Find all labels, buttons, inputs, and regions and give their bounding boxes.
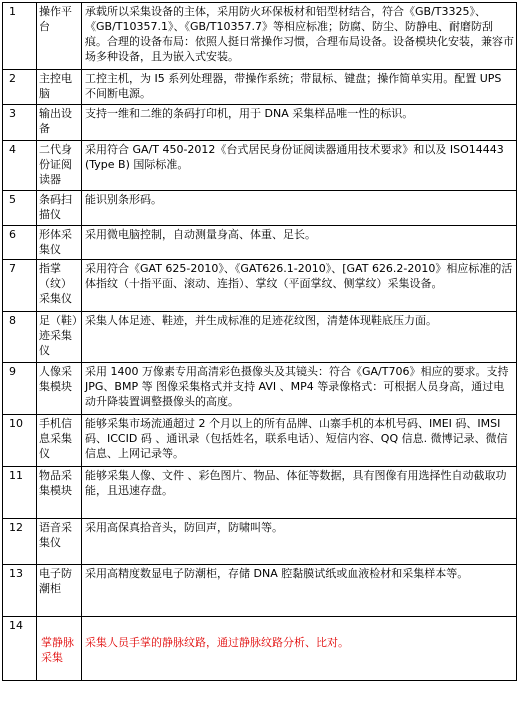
table-row: [3, 519, 517, 565]
row-number: 1: [3, 3, 37, 70]
row-number: 3: [3, 105, 37, 141]
device-name: 形体采集仪: [37, 226, 82, 260]
row-number: 10: [3, 415, 37, 467]
table-row: [3, 260, 517, 312]
device-name: 足（鞋）迹采集仪: [37, 312, 82, 363]
row-number: 13: [3, 565, 37, 617]
device-name: 主控电脑: [37, 70, 82, 105]
row-number: 5: [3, 191, 37, 226]
row-number: 2: [3, 70, 37, 105]
table-row: [3, 191, 517, 226]
row-number: 6: [3, 226, 37, 260]
table-row: [3, 363, 517, 415]
device-name: 输出设备: [37, 105, 82, 141]
device-description: 能够采集人像、文件 、彩色图片、物品、体征等数据，具有图像有用选择性自动截取功能，且迅速存盘。: [82, 467, 517, 519]
row-number: 4: [3, 141, 37, 191]
device-description: 采用符合 GA/T 450-2012《台式居民身份证阅读器通用技术要求》和以及 ISO14443 (Type B) 国际标准。: [82, 141, 517, 191]
device-description: 采用符合《GAT 625-2010》、《GAT626.1-2010》、[GAT 626.2-2010》相应标准的活体指纹（十指平面、滚动、连指）、掌纹（平面掌纹、侧掌纹）采集设备。: [82, 260, 517, 312]
table-row: [3, 312, 517, 363]
table-row: [3, 565, 517, 617]
device-description: 采集人员手掌的静脉纹路，通过静脉纹路分析、比对。: [82, 617, 517, 681]
device-name: 操作平台: [37, 3, 82, 70]
row-number: 12: [3, 519, 37, 565]
device-name: 手机信息采集仪: [37, 415, 82, 467]
row-number: 8: [3, 312, 37, 363]
row-number: 11: [3, 467, 37, 519]
table-row: [3, 415, 517, 467]
row-number: 7: [3, 260, 37, 312]
table-row: [3, 105, 517, 141]
device-description: 采用高保真拾音头，防回声，防啸叫等。: [82, 519, 517, 565]
device-description: 支持一维和二维的条码打印机，用于 DNA 采集样品唯一性的标识。: [82, 105, 517, 141]
device-description: 采用 1400 万像素专用高清彩色摄像头及其镜头：符合《GA/T706》相应的要求。支持 JPG、BMP 等 图像采集格式并支持 AVI 、MP4 等录像格式：可根据人员身高，通过电动升降装置调整摄像头的高度。: [82, 363, 517, 415]
device-description: 采用高精度数显电子防潮柜，存储 DNA 腔黏膜试纸或血液检材和采集样本等。: [82, 565, 517, 617]
spec-table: [2, 2, 517, 681]
device-description: 能够采集市场流通超过 2 个月以上的所有品牌、山寨手机的本机号码、IMEI 码、IMSI 码、ICCID 码 、通讯录（包括姓名，联系电话）、短信内容、QQ 信息. 微博记录、微信信息、上网记录等。: [82, 415, 517, 467]
device-name: 二代身份证阅读器: [37, 141, 82, 191]
device-name: 指掌（纹）采集仪: [37, 260, 82, 312]
device-description: 工控主机，为 I5 系列处理器，带操作系统；带鼠标、键盘；操作简单实用。配置 UPS 不间断电源。: [82, 70, 517, 105]
device-name: 物品采集模块: [37, 467, 82, 519]
device-name: 人像采集模块: [37, 363, 82, 415]
device-name: 电子防潮柜: [37, 565, 82, 617]
device-name: 条码扫描仪: [37, 191, 82, 226]
table-row: [3, 467, 517, 519]
table-row: [3, 70, 517, 105]
table-row: [3, 3, 517, 70]
row-number: 14: [3, 617, 37, 681]
device-description: 采集人体足迹、鞋迹，并生成标准的足迹花纹图，清楚体现鞋底压力面。: [82, 312, 517, 363]
table-row: [3, 226, 517, 260]
table-row: [3, 141, 517, 191]
device-name: 掌静脉采集: [37, 617, 82, 681]
device-description: 承载所以采集设备的主体，采用防火环保板材和铝型材结合，符合《GB/T3325》、《GB/T10357.1》、《GB/T10357.7》等相应标准；防腐、防尘、防静电、耐磨防刮痕。合理的设备布局：依照人挺日常操作习惯，合理布局设备。设备模块化安装，兼容市场多种设备，且为嵌入式安装。: [82, 3, 517, 70]
device-description: 能识别条形码。: [82, 191, 517, 226]
row-number: 9: [3, 363, 37, 415]
device-description: 采用微电脑控制，自动测量身高、体重、足长。: [82, 226, 517, 260]
device-name: 语音采集仪: [37, 519, 82, 565]
table-row: [3, 617, 517, 681]
